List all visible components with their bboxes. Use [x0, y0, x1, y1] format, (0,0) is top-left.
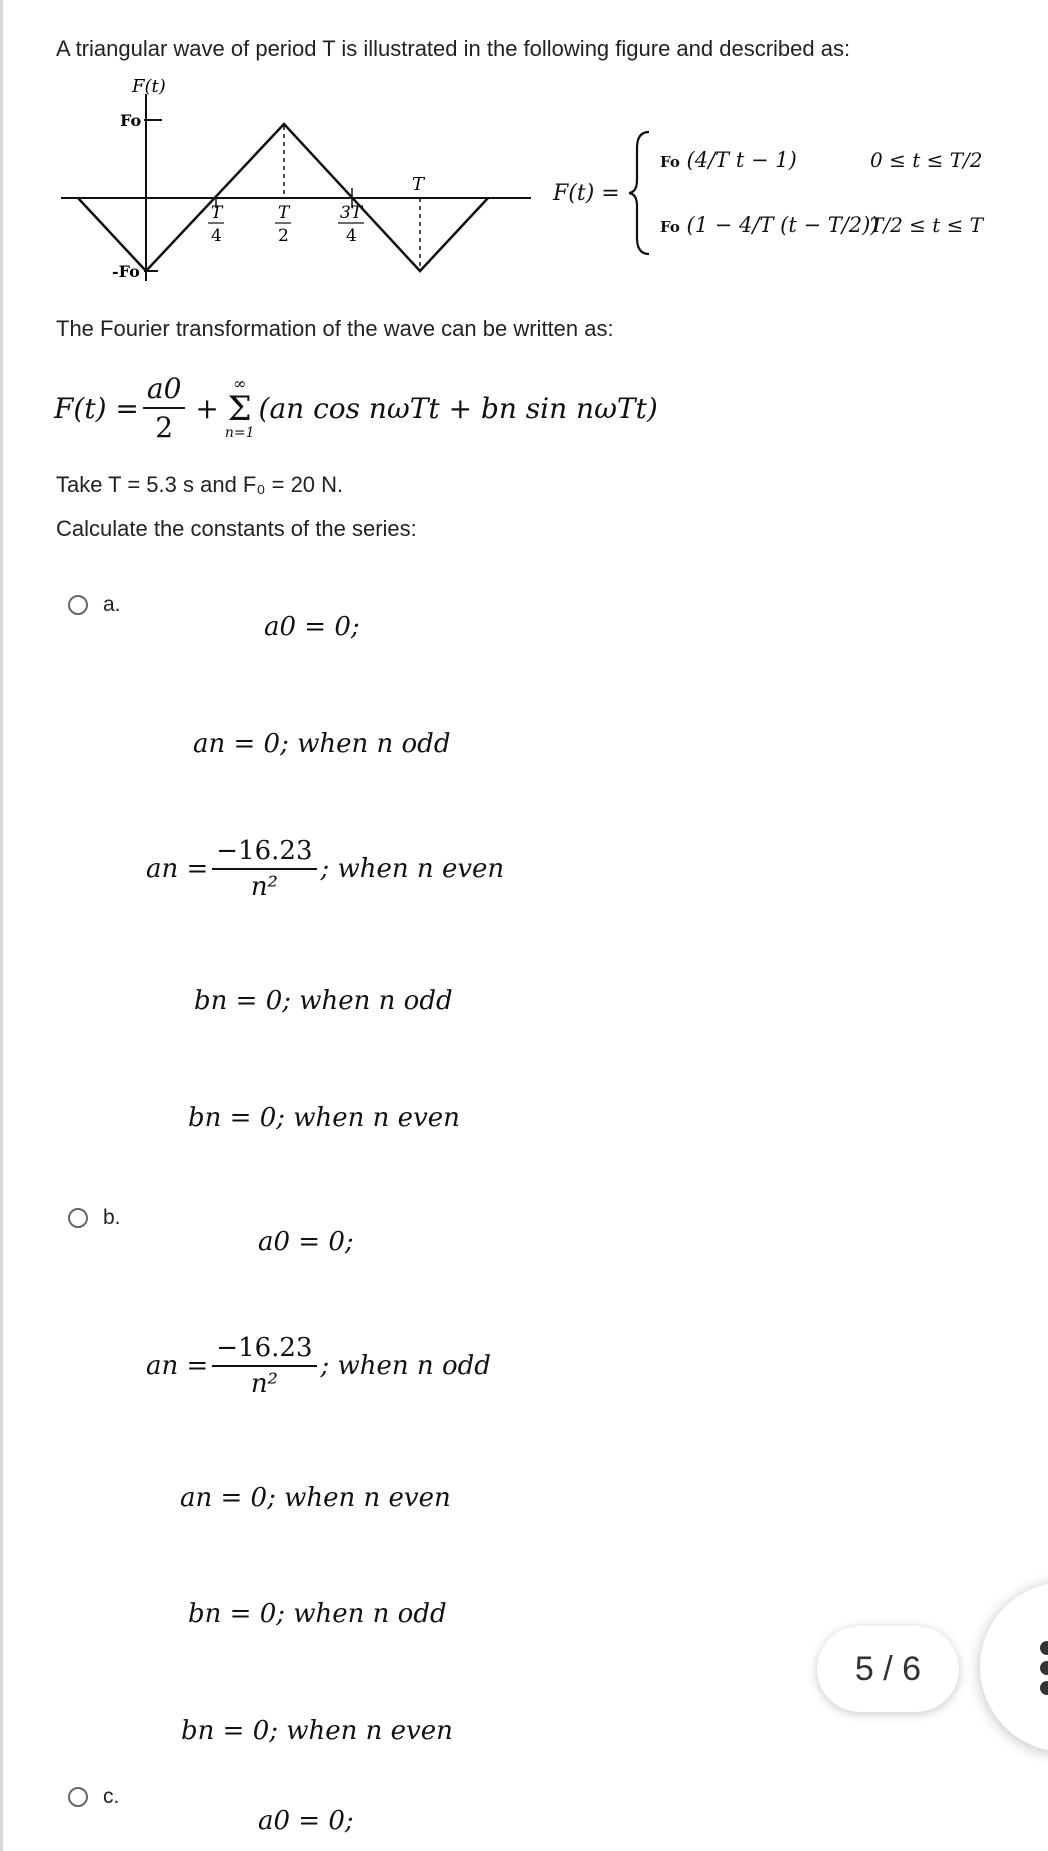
option-b-a0: a0 = 0;: [258, 1227, 354, 1257]
fourier-lhs: F(t) =: [54, 391, 139, 425]
page-indicator[interactable]: 5 / 6: [817, 1626, 959, 1712]
option-a-a0: a0 = 0;: [264, 612, 360, 642]
option-a-label[interactable]: a.: [103, 593, 121, 616]
fourier-sum: ∞ Σ n=1: [224, 374, 255, 441]
intro-text: A triangular wave of period T is illustrated in the following figure and described as:: [56, 36, 851, 61]
triangle-wave-figure: [56, 76, 556, 286]
piecewise-brace: [627, 128, 657, 258]
option-b-label[interactable]: b.: [103, 1206, 121, 1229]
fig-fo-bottom: -Fo: [112, 262, 140, 281]
piecewise-row2-cond: T/2 ≤ t ≤ T: [870, 213, 984, 237]
option-b-bn-even: bn = 0; when n even: [181, 1716, 453, 1746]
more-icon-dot-1: [1040, 1641, 1048, 1655]
fig-tick-t2-den: 2: [278, 226, 289, 246]
piecewise-row2: Fo (1 − 4/T (t − T/2)): [660, 213, 879, 237]
piecewise-row1: Fo (4/T t − 1): [660, 148, 797, 172]
piecewise-row1-cond: 0 ≤ t ≤ T/2: [870, 148, 983, 172]
option-b-an-frac-line: an = $\frac{-16.23}{\text{n²}}$ ; when n odd: [146, 1333, 491, 1399]
option-b-bn-odd: bn = 0; when n odd: [188, 1599, 447, 1629]
more-icon-dot-2: [1040, 1661, 1048, 1675]
option-c-label[interactable]: c.: [103, 1785, 120, 1808]
fig-tick-t: T: [412, 174, 425, 195]
option-a-bn-odd: bn = 0; when n odd: [194, 986, 453, 1016]
option-c-a0: a0 = 0;: [258, 1806, 354, 1836]
more-icon-dot-3: [1040, 1681, 1048, 1695]
piecewise-lhs: F(t) =: [553, 181, 620, 206]
fig-tick-t2-num: T: [278, 203, 290, 223]
fig-tick-t4-num: T: [211, 203, 223, 223]
option-b-an-zero: an = 0; when n even: [180, 1483, 451, 1513]
fig-fo-top: Fo: [120, 111, 142, 130]
fourier-a0-frac: $\frac{a0}{2}$: [143, 372, 186, 444]
option-a-radio[interactable]: [68, 595, 88, 615]
question-text: Calculate the constants of the series:: [56, 516, 417, 541]
more-options-button[interactable]: [980, 1582, 1048, 1752]
left-border: [0, 0, 3, 1851]
fig-tick-3t4-num: 3T: [340, 203, 363, 223]
fourier-formula: [54, 372, 658, 444]
fourier-body: (an cos nωTt + bn sin nωTt): [258, 391, 658, 425]
given-text: Take T = 5.3 s and F₀ = 20 N.: [56, 472, 344, 497]
fig-tick-3t4-den: 4: [346, 226, 357, 246]
option-c-radio[interactable]: [68, 1787, 88, 1807]
fig-ylabel: F(t): [132, 76, 166, 97]
option-a-bn-even: bn = 0; when n even: [188, 1103, 460, 1133]
fig-tick-t4-den: 4: [211, 226, 222, 246]
fourier-intro-text: The Fourier transformation of the wave can be written as:: [56, 316, 614, 341]
option-a-an-frac-line: an = $\frac{-16.23}{\text{n²}}$ ; when n even: [146, 836, 505, 902]
fourier-plus: +: [195, 391, 219, 425]
option-b-radio[interactable]: [68, 1208, 88, 1228]
option-a-an-zero: an = 0; when n odd: [193, 729, 451, 759]
